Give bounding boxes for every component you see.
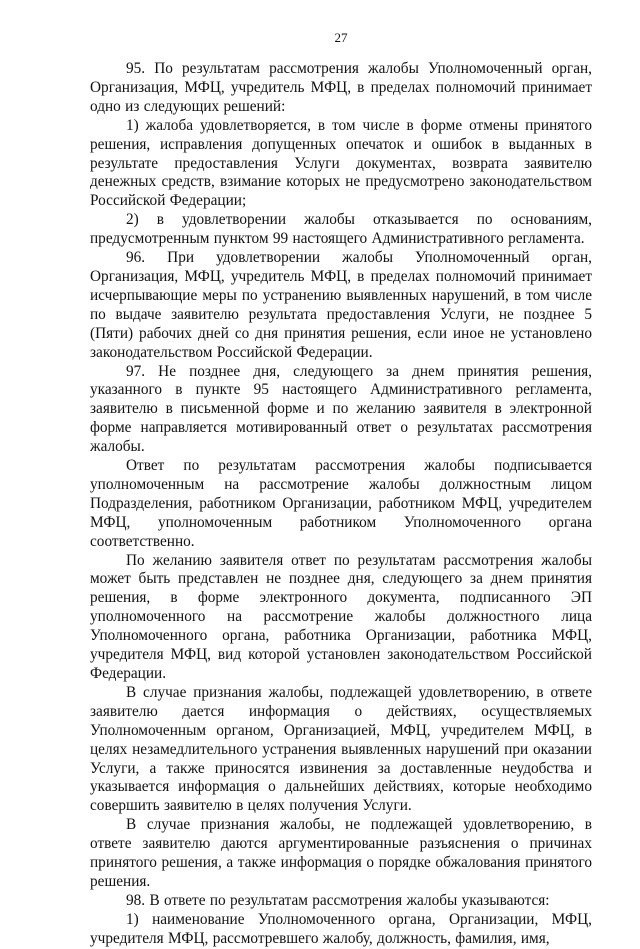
- paragraph-98: 98. В ответе по результатам рассмотрения жалобы указываются:: [126, 891, 550, 909]
- paragraph-95: 95. По результатам рассмотрения жалобы Уполномоченный орган, Организация, МФЦ, учредитель МФЦ, в пределах полномочий принимает одно из следующих решений:: [90, 60, 592, 115]
- paragraph-95-item-1: 1) жалоба удовлетворяется, в том числе в форме отмены принятого решения, исправления допущенных опечаток и ошибок в выданных в результате предоставления Услуги документах, возврата заявителю денежных средств, взимание которых не предусмотрено законодательством Российской Федерации;: [90, 116, 592, 210]
- paragraph-98-item-1: 1) наименование Уполномоченного органа, Организации, МФЦ, учредителя МФЦ, рассмотревшего жалобу, должность, фамилия, имя,: [90, 910, 592, 947]
- paragraph-complaint-satisfied: В случае признания жалобы, подлежащей удовлетворению, в ответе заявителю дается информация о действиях, осуществляемых Уполномоченным органом, Организацией, МФЦ, учредителем МФЦ, в целях незамедлительного устранения выявленных нарушений при оказании Услуги, а также приносятся извинения за доставленные неудобства и указывается информация о дальнейших действиях, которые необходимо совершить заявителю в целях получения Услуги.: [90, 683, 592, 815]
- paragraph-97: 97. Не позднее дня, следующего за днем принятия решения, указанного в пункте 95 настоящего Административного регламента, заявителю в письменной форме и по желанию заявителя в электронной форме направляется мотивированный ответ о результатах рассмотрения жалобы.: [90, 362, 592, 456]
- paragraph-electronic-answer: По желанию заявителя ответ по результатам рассмотрения жалобы может быть представлен не позднее дня, следующего за днем принятия решения, в форме электронного документа, подписанного ЭП уполномоченного на рассмотрение жалобы должностного лица Уполномоченного органа, работника Организации, работника МФЦ, учредителя МФЦ, вид которой установлен законодательством Российской Федерации.: [90, 551, 592, 682]
- document-body: [90, 60, 592, 949]
- page-number: 27: [334, 30, 348, 45]
- paragraph-answer-signing: Ответ по результатам рассмотрения жалобы подписывается уполномоченным на рассмотрение жалобы должностным лицом Подразделения, работником Организации, работником МФЦ, учредителем МФЦ, уполномоченным работником Уполномоченного органа соответственно.: [90, 457, 592, 550]
- paragraph-complaint-rejected: В случае признания жалобы, не подлежащей удовлетворению, в ответе заявителю даются аргументированные разъяснения о причинах принятого решения, а также информация о порядке обжалования принятого решения.: [90, 816, 592, 890]
- paragraph-96: 96. При удовлетворении жалобы Уполномоченный орган, Организация, МФЦ, учредитель МФЦ, в пределах полномочий принимает исчерпывающие меры по устранению выявленных нарушений, в том числе по выдаче заявителю результата предоставления Услуги, не позднее 5 (Пяти) рабочих дней со дня принятия решения, если иное не установлено законодательством Российской Федерации.: [90, 249, 592, 361]
- paragraph-95-item-2: 2) в удовлетворении жалобы отказывается по основаниям, предусмотренным пунктом 99 настоящего Административного регламента.: [90, 211, 592, 248]
